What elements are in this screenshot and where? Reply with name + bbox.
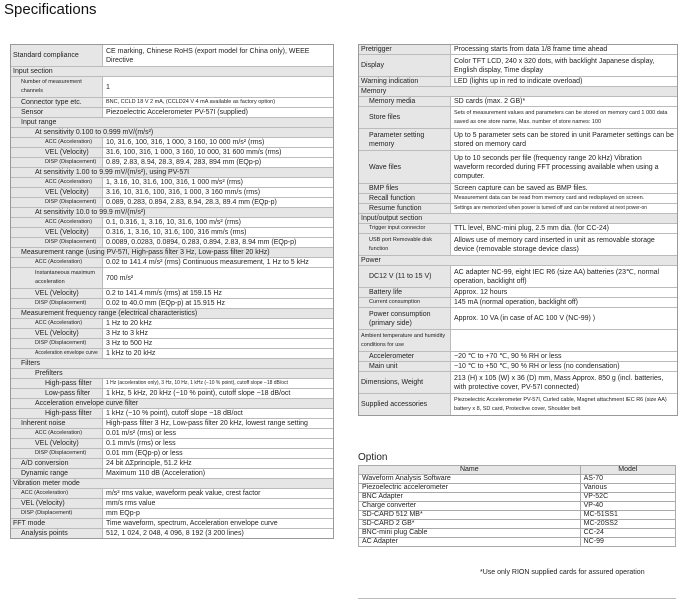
spec-label: Instantaneous maximum acceleration [11,268,103,288]
option-name: Charge converter [359,502,581,511]
header-name: Name [359,466,581,475]
spec-row [11,429,333,439]
section-header: At sensitivity 10.0 to 99.9 mV/(m/s²) [11,208,333,218]
spec-row [11,258,333,268]
spec-row [11,529,333,538]
spec-row [11,339,333,349]
spec-value: Processing starts from data 1/8 frame time ahead [454,46,608,53]
spec-label: Measurement frequency range (electrical characteristics) [11,309,333,318]
spec-row [359,194,677,204]
option-model: VP-52C [580,493,675,502]
spec-value [451,330,677,351]
option-model: MC-51SS1 [580,511,675,520]
spec-value: 1, 3.16, 10, 31.6, 100, 316, 1 000 m/s² (rms) [106,179,243,186]
section-header: Memory [359,87,677,97]
spec-value: 3 Hz to 3 kHz [106,330,149,337]
table-row [359,493,676,502]
spec-value: Color TFT LCD, 240 x 320 dots, with backlight Japanese display, English display, Time display [454,57,655,74]
spec-label: Resume function [359,204,451,213]
spec-row [11,409,333,419]
spec-label: A/D conversion [11,459,103,468]
spec-value: 700 m/s² [106,274,134,282]
spec-value: 1 kHz, 5 kHz, 20 kHz (−10 % point), cutoff slope −18 dB/oct [106,390,291,397]
table-row [359,520,676,529]
spec-row [359,308,677,330]
spec-label: DISP (Displacement) [11,238,103,247]
spec-row [11,198,333,208]
spec-value: 512, 1 024, 2 048, 4 096, 8 192 (3 200 lines) [106,530,244,537]
table-row [359,502,676,511]
spec-label: VEL (Velocity) [11,148,103,157]
spec-label: Low-pass filter [11,389,103,398]
table-row [359,511,676,520]
section-header: Power [359,256,677,266]
table-row [359,538,676,547]
spec-label: Battery life [359,288,451,297]
spec-label: Dynamic range [11,469,103,478]
spec-row [11,469,333,479]
spec-row [359,151,677,184]
spec-label: VEL (Velocity) [11,188,103,197]
option-table [358,465,676,547]
spec-row [359,394,677,415]
spec-row [359,45,677,55]
spec-row [11,349,333,359]
spec-label: DC12 V (11 to 15 V) [359,266,451,287]
spec-label: Measurement range (using PV-57I, High-pass filter 3 Hz, Low-pass filter 20 kHz) [11,248,333,257]
spec-row [11,138,333,148]
spec-value: 3.16, 10, 31.6, 100, 316, 1 000, 3 160 mm/s (rms) [106,189,261,196]
spec-value: Measurement data can be read from memory card and redisplayed on screen. [454,195,645,201]
spec-value: 1 kHz (−10 % point), cutoff slope −18 dB/oct [106,410,243,417]
spec-value: mm/s rms value [106,500,156,507]
spec-row [11,509,333,519]
spec-value: Piezoelectric Accelerometer PV-57I, Curled cable, Magnet attachment IEC R6 (size AA) battery x 8, SD card, Protective cover, Shoulder belt [454,396,667,412]
spec-label: Inherent noise [11,419,103,428]
spec-row [11,98,333,108]
spec-row [11,329,333,339]
spec-value: Settings are memorized when power is turned off and can be restored at next power-on [454,205,648,211]
spec-value: AC adapter NC-99, eight IEC R6 (size AA) batteries (23℃, normal operation, backlight off) [454,268,660,285]
section-header: Input section [11,67,333,77]
spec-table-left [10,44,334,539]
spec-row [11,45,333,67]
page-title: Specifications [4,1,97,18]
spec-value: 24 bit ΔΣprinciple, 51.2 kHz [106,460,192,467]
option-title: Option [358,452,388,463]
section-header: Input/output section [359,214,677,224]
spec-row [359,204,677,214]
option-name: AC Adapter [359,538,581,547]
spec-label: VEL (Velocity) [11,439,103,448]
spec-label: Warning indication [359,77,451,86]
spec-row [359,224,677,234]
spec-value: 145 mA (normal operation, backlight off) [454,299,578,306]
spec-value: CE marking, Chinese RoHS (export model for China only), WEEE Directive [106,47,310,64]
spec-label: VEL (Velocity) [11,228,103,237]
spec-value: 0.1, 0.316, 1, 3.16, 10, 31.6, 100 m/s² (rms) [106,219,242,226]
spec-row [359,352,677,362]
spec-value: High-pass filter 3 Hz, Low-pass filter 20 kHz, lowest range setting [106,420,308,427]
spec-label: ACC (Acceleration) [11,319,103,328]
spec-label: Ambient temperature and humidity conditions for use [359,330,451,351]
spec-row [359,184,677,194]
spec-value: 0.089, 0.283, 0.894, 2.83, 8.94, 28.3, 89.4 mm (EQp-p) [106,199,277,206]
spec-row [11,489,333,499]
spec-label: DISP (Displacement) [11,158,103,167]
spec-table-right [358,44,678,416]
option-name: Waveform Analysis Software [359,475,581,484]
spec-value: Allows use of memory card inserted in unit as removable storage device (removable storage device class) [454,236,655,253]
spec-label: Connector type etc. [11,98,103,107]
option-table-body [359,475,676,547]
spec-value: Up to 10 seconds per file (frequency range 20 kHz) Vibration waveform recorded during FFT processing available when using a computer. [454,154,659,180]
spec-value: Piezoelectric Accelerometer PV-57I (supplied) [106,109,249,116]
spec-value: 0.1 mm/s (rms) or less [106,440,176,447]
spec-label: Trigger input connector [359,224,451,233]
spec-row [359,330,677,352]
spec-row [11,178,333,188]
spec-label: VEL (Velocity) [11,329,103,338]
spec-value: Approx. 12 hours [454,289,508,296]
spec-label: High-pass filter [11,409,103,418]
spec-value: −10 ℃ to +50 ℃, 90 % RH or less (no condensation) [454,363,620,370]
spec-row [359,55,677,77]
spec-row [359,288,677,298]
spec-label: Dimensions, Weight [359,372,451,393]
spec-row [359,97,677,107]
spec-row [11,459,333,469]
spec-label: Sensor [11,108,103,117]
option-note: *Use only RION supplied cards for assured operation [480,569,645,576]
spec-label: BMP files [359,184,451,193]
spec-label: High-pass filter [11,379,103,388]
section-header: Input range [11,118,333,128]
spec-row [11,319,333,329]
spec-row [11,389,333,399]
spec-label: USB port Removable disk function [359,234,451,255]
spec-label: Parameter setting memory [359,129,451,150]
option-model: AS-70 [580,475,675,484]
spec-label: Display [359,55,451,76]
spec-label: Main unit [359,362,451,371]
spec-row [11,449,333,459]
spec-row [359,298,677,308]
spec-value: TTL level, BNC-mini plug, 2.5 mm dia. (for CC-24) [454,225,609,232]
spec-label: Analysis points [11,529,103,538]
spec-value: Sets of measurement values and parameters can be stored on memory card 1 000 data saved as one store name, Max. number of store names: 100 [454,109,668,125]
spec-row [11,158,333,168]
spec-row [11,77,333,98]
spec-value: mm EQp-p [106,510,140,517]
spec-row [11,379,333,389]
table-row [359,475,676,484]
divider [358,598,676,599]
spec-label: Store files [359,107,451,128]
spec-row [11,289,333,299]
spec-row [11,108,333,118]
header-model: Model [580,466,675,475]
option-name: SD-CARD 512 MB* [359,511,581,520]
option-model: Various [580,484,675,493]
spec-label: Wave files [359,151,451,183]
spec-value: Screen capture can be saved as BMP files. [454,185,588,192]
spec-row [359,266,677,288]
spec-row [11,499,333,509]
spec-label: VEL (Velocity) [11,289,103,298]
section-header: Acceleration envelope curve filter [11,399,333,409]
spec-value: 10, 31.6, 100, 316, 1 000, 3 160, 10 000 m/s² (rms) [106,139,265,146]
spec-value: 213 (H) x 105 (W) x 36 (D) mm, Mass Approx. 850 g (incl. batteries, with protective cover, PV-57I connected) [454,374,664,391]
spec-label: Supplied accessories [359,394,451,415]
option-name: BNC-mini plug Cable [359,529,581,538]
spec-row [359,77,677,87]
spec-row [359,362,677,372]
spec-label: Power consumption (primary side) [359,308,451,329]
spec-label: Number of measurement channels [11,77,103,97]
option-model: CC-24 [580,529,675,538]
spec-value: 0.01 m/s² (rms) or less [106,430,177,437]
option-name: SD-CARD 2 GB* [359,520,581,529]
spec-value: 1 [106,83,110,91]
spec-label: DISP (Displacement) [11,509,103,518]
spec-row [359,234,677,256]
spec-value: 0.02 to 141.4 m/s² (rms) Continuous measurement, 1 Hz to 5 kHz [106,259,309,266]
spec-value: Approx. 10 VA (in case of AC 100 V (NC-99) ) [454,315,596,322]
spec-label: DISP (Displacement) [11,339,103,348]
spec-value: 0.0089, 0.0283, 0.0894, 0.283, 0.894, 2.83, 8.94 mm (EQp-p) [106,239,297,246]
spec-row [11,519,333,529]
spec-label: Memory media [359,97,451,106]
spec-row [11,268,333,289]
spec-value: LED (lights up in red to indicate overload) [454,78,583,85]
spec-value: 3 Hz to 500 Hz [106,340,153,347]
spec-value: BNC, CCLD 18 V 2 mA, (CCLD24 V 4 mA available as factory option) [106,99,276,105]
spec-row [11,238,333,248]
spec-label: Current consumption [359,298,451,307]
section-header: Filters [11,359,333,369]
spec-value: 1 Hz to 20 kHz [106,320,152,327]
spec-value: 0.2 to 141.4 mm/s (rms) at 159.15 Hz [106,290,222,297]
section-header: Vibration meter mode [11,479,333,489]
spec-value: 0.316, 1, 3.16, 10, 31.6, 100, 316 mm/s (rms) [106,229,247,236]
spec-row [11,188,333,198]
spec-value: Maximum 110 dB (Acceleration) [106,470,206,477]
spec-value: 0.89, 2.83, 8.94, 28.3, 89.4, 283, 894 mm (EQp-p) [106,159,262,166]
spec-row [11,309,333,319]
section-header: Prefilters [11,369,333,379]
spec-value: 31.6, 100, 316, 1 000, 3 160, 10 000, 31 600 mm/s (rms) [106,149,282,156]
table-row [359,484,676,493]
spec-label: ACC (Acceleration) [11,138,103,147]
spec-row [11,419,333,429]
spec-value: 0.01 mm (EQp-p) or less [106,450,183,457]
spec-row [11,248,333,258]
spec-label: FFT mode [11,519,103,528]
spec-label: ACC (Acceleration) [11,489,103,498]
section-header: At sensitivity 0.100 to 0.999 mV/(m/s²) [11,128,333,138]
table-row [359,529,676,538]
spec-value: 1 kHz to 20 kHz [106,350,156,357]
spec-label: DISP (Displacement) [11,449,103,458]
spec-label: ACC (Acceleration) [11,258,103,267]
spec-value: −20 ℃ to +70 ℃, 90 % RH or less [454,353,562,360]
option-name: BNC Adapter [359,493,581,502]
spec-row [11,299,333,309]
option-model: MC-20SS2 [580,520,675,529]
spec-label: DISP (Displacement) [11,198,103,207]
spec-value: 1 Hz (acceleration only), 3 Hz, 10 Hz, 1 kHz (−10 % point), cutoff slope −18 dB/oct [106,380,288,386]
spec-row [11,439,333,449]
spec-row [11,228,333,238]
spec-label: ACC (Acceleration) [11,218,103,227]
spec-label: Standard compliance [11,45,103,66]
spec-label: Pretrigger [359,45,451,54]
spec-label: VEL (Velocity) [11,499,103,508]
option-name: Piezoelectric accelerometer [359,484,581,493]
spec-label: ACC (Acceleration) [11,429,103,438]
spec-value: Up to 5 parameter sets can be stored in unit Parameter settings can be stored on memory card [454,131,674,148]
spec-row [359,372,677,394]
option-header-row [359,466,676,475]
spec-label: Recall function [359,194,451,203]
spec-label: Acceleration envelope curve [11,349,103,358]
spec-label: Accelerometer [359,352,451,361]
section-header: At sensitivity 1.00 to 9.99 mV/(m/s²), using PV-57I [11,168,333,178]
option-model: VP-40 [580,502,675,511]
spec-row [359,129,677,151]
spec-value: Time waveform, spectrum, Acceleration envelope curve [106,520,278,527]
spec-label: DISP (Displacement) [11,299,103,308]
spec-row [359,107,677,129]
spec-value: 0.02 to 40.0 mm (EQp-p) at 15.915 Hz [106,300,226,307]
option-model: NC-99 [580,538,675,547]
spec-value: m/s² rms value, waveform peak value, crest factor [106,490,261,497]
spec-row [11,218,333,228]
spec-label: ACC (Acceleration) [11,178,103,187]
spec-row [11,148,333,158]
spec-value: SD cards (max. 2 GB)* [454,98,526,105]
